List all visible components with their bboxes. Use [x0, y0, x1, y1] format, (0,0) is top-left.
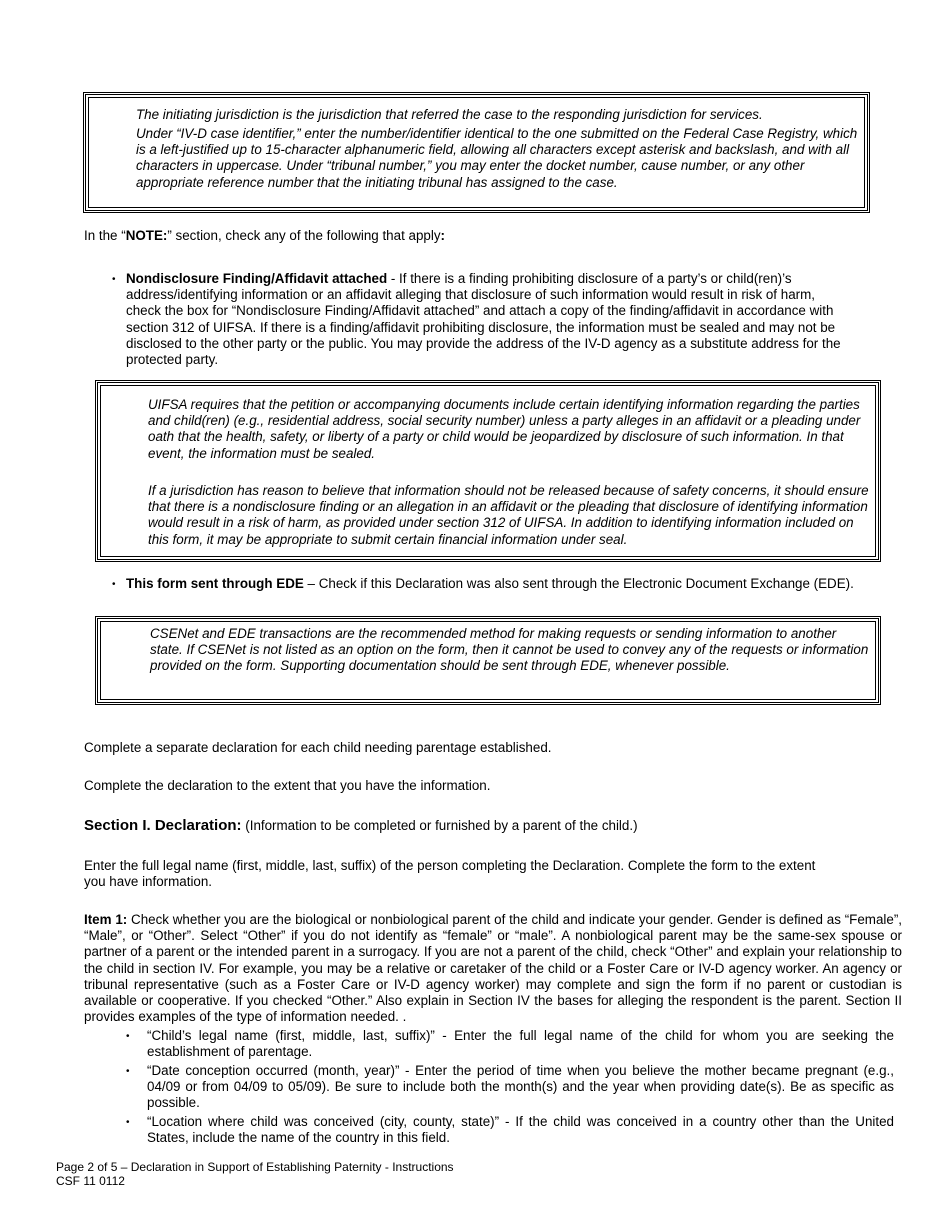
csenet-ede-text: CSENet and EDE transactions are the recommended method for making requests or sending information to another state. If CSENet is not listed as an option on the form, then it cannot be used to convey any of the requests or information provided on the form. Supporting documentation should be sent through EDE, whenever possible. [150, 626, 869, 674]
section-1-subtitle: (Information to be completed or furnished by a parent of the child.) [241, 818, 638, 833]
page-footer [56, 1160, 454, 1188]
bullet-glyph: • [126, 1031, 130, 1042]
child-name-text: “Child’s legal name (first, middle, last, suffix)” - Enter the full legal name of the child for whom you are seeking the establishment of parentage. [147, 1028, 894, 1060]
ede-title: This form sent through EDE [126, 576, 304, 591]
bullet-glyph: • [112, 579, 116, 590]
footer-form-number: CSF 11 0112 [56, 1174, 125, 1188]
separate-declaration-text: Complete a separate declaration for each child needing parentage established. [84, 740, 552, 755]
conception-date-text: “Date conception occurred (month, year)” - Enter the period of time when you believe the mother became pregnant (e.g., 04/09 or from 04/09 to 05/09). Be sure to include both the month(s) and the year when providing date(s). Be as specific as possible. [147, 1063, 894, 1111]
uifsa-requirements-text: UIFSA requires that the petition or accompanying documents include certain identifying information regarding the parties and child(ren) (e.g., residential address, social security number) unless a party alleges in an affidavit or a pleading under oath that the health, safety, or liberty of a party or child would be jeopardized by disclosure of such information. In that event, the information must be sealed. [148, 397, 861, 461]
bullet-glyph: • [126, 1117, 130, 1128]
item-1-paragraph [84, 912, 902, 1025]
nondisclosure-bullet [112, 271, 852, 368]
conception-location-bullet [126, 1114, 894, 1146]
uifsa-requirements-box [95, 380, 881, 562]
note-intro-after: ” section, check any of the following that apply [167, 228, 441, 243]
bullet-glyph: • [112, 274, 116, 285]
item-1-label: Item 1: [84, 912, 128, 927]
safety-concerns-text: If a jurisdiction has reason to believe that information should not be released because of safety concerns, it should ensure that there is a nondisclosure finding or an allegation in an affidavit or the pleading that disclosure of identifying information would result in a risk of harm, as provided under section 312 of UIFSA. In addition to identifying information included on this form, it may be appropriate to submit certain financial information under seal. [148, 483, 869, 547]
ede-text [126, 576, 862, 592]
ede-body: – Check if this Declaration was also sent through the Electronic Document Exchange (EDE). [303, 576, 854, 591]
declaration-extent-text: Complete the declaration to the extent that you have the information. [84, 778, 491, 793]
note-section-intro [84, 228, 445, 244]
note-intro-before: In the “ [84, 228, 126, 243]
ede-bullet [112, 576, 862, 592]
csenet-ede-box [95, 616, 881, 705]
section-1-heading [84, 818, 638, 834]
conception-date-bullet [126, 1063, 894, 1112]
enter-full-name-text: Enter the full legal name (first, middle, last, suffix) of the person completing the Declaration. Complete the form to the extent you have information. [84, 858, 816, 890]
note-label: NOTE: [125, 228, 168, 243]
note-intro-colon: : [440, 228, 445, 243]
bullet-glyph: • [126, 1066, 130, 1077]
initiating-jurisdiction-box [83, 92, 870, 213]
nondisclosure-title: Nondisclosure Finding/Affidavit attached [126, 271, 388, 286]
child-name-bullet [126, 1028, 894, 1060]
nondisclosure-text [126, 271, 852, 368]
footer-page-label: Page 2 of 5 – Declaration in Support of Establishing Paternity - Instructions [56, 1160, 454, 1174]
conception-location-text: “Location where child was conceived (city, county, state)” - If the child was conceived in a country other than the United States, include the name of the country in this field. [147, 1114, 894, 1146]
case-identifier-text: Under “IV-D case identifier,” enter the number/identifier identical to the one submitted on the Federal Case Registry, which is a left-justified up to 15-character alphanumeric field, allowing all characters except asterisk and backslash, and with all characters in uppercase. Under “tribunal number,” you may enter the docket number, cause number, or any other appropriate reference number that the initiating tribunal has assigned to the case. [136, 126, 858, 190]
initiating-jurisdiction-text: The initiating jurisdiction is the jurisdiction that referred the case to the responding jurisdiction for services. [136, 107, 763, 122]
section-1-title: Section I. Declaration: [84, 817, 242, 834]
item-1-text: Check whether you are the biological or nonbiological parent of the child and indicate your gender. Gender is defined as “Female”, “Male”, or “Other”. Select “Other” if you do not identify as “female” or “male”. A nonbiological parent may be the same-sex spouse or partner of a parent or the intended parent in a surrogacy. If you are not a parent of the child, check “Other” and explain your relationship to the child in section IV. For example, you may be a relative or caretaker of the child or a Foster Care or IV-D agency worker. An agency or tribunal representative (such as a Foster Care or IV-D agency worker) may complete and sign the form if no parent or custodian is available or cooperative. If you checked “Other.” Also explain in Section IV the bases for alleging the respondent is the parent. Section II provides examples of the type of information needed. . [84, 912, 902, 1025]
nondisclosure-body: - If there is a finding prohibiting disclosure of a party’s or child(ren)’s address/identifying information or an affidavit alleging that disclosure of such information would result in risk of harm, check the box for “Nondisclosure Finding/Affidavit attached” and attach a copy of the finding/affidavit in accordance with section 312 of UIFSA. If there is a finding/affidavit prohibiting disclosure, the information must be sealed and may not be disclosed to the other party or the public. You may provide the address of the IV-D agency as a substitute address for the protected party. [126, 271, 841, 368]
